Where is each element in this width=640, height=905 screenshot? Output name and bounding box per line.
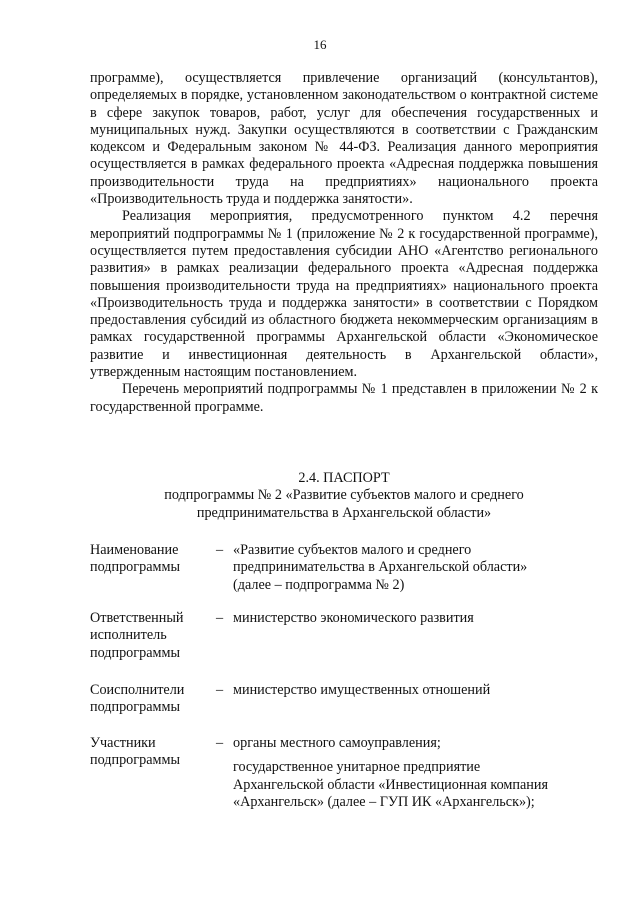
row-value — [233, 735, 598, 811]
row-label-line: Соисполнители — [90, 682, 185, 698]
passport-header — [90, 470, 598, 522]
row-label-line: подпрограммы — [90, 699, 180, 716]
row-dash: – — [216, 542, 224, 558]
row-value — [233, 610, 598, 627]
row-value-line: государственное унитарное предприятие — [233, 759, 481, 776]
row-label-line: Наименование — [90, 542, 179, 558]
row-dash: – — [216, 610, 224, 626]
passport-row-responsible — [90, 610, 598, 665]
row-value — [233, 542, 598, 594]
passport-row-name — [90, 542, 598, 597]
row-value-line: «Развитие субъектов малого и среднего — [233, 542, 472, 558]
row-label-line: подпрограммы — [90, 644, 180, 661]
row-label-line: подпрограммы — [90, 559, 180, 576]
row-label-line: Ответственный — [90, 610, 184, 626]
row-dash: – — [216, 735, 224, 751]
row-label — [90, 735, 208, 770]
row-label-line: подпрограммы — [90, 752, 180, 769]
passport-subtitle-line-1: подпрограммы № 2 «Развитие субъектов малого и среднего — [164, 487, 524, 504]
paragraph-3: Перечень мероприятий подпрограммы № 1 представлен в приложении № 2 к государственной программе. — [90, 381, 598, 415]
passport-row-co-executors — [90, 682, 598, 722]
page-number: 16 — [313, 37, 327, 52]
row-label-line: Участники — [90, 735, 156, 751]
row-label — [90, 610, 208, 662]
row-value-line: Архангельской области «Инвестиционная компания — [233, 776, 548, 793]
body-text — [90, 70, 598, 416]
passport-title: 2.4. ПАСПОРТ — [298, 470, 390, 486]
row-label — [90, 682, 208, 717]
row-value-line: министерство имущественных отношений — [233, 682, 491, 698]
paragraph-1: программе), осуществляется привлечение организаций (консультантов), определяемых в порядке, установленном законодательством о контрактной системе в сфере закупок товаров, работ, услуг для обеспечения государственных и муниципальных нужд. Закупки осуществляются в соответствии с Гражданским кодексом и Федеральным законом № 44-ФЗ. Реализация данного мероприятия осуществляется в рамках федерального проекта «Адресная поддержка повышения производительности труда на предприятиях» национального проекта «Производительность труда и поддержка занятости». — [90, 70, 598, 208]
paragraph-2: Реализация мероприятия, предусмотренного пунктом 4.2 перечня мероприятий подпрограммы № 1 (приложение № 2 к государственной программе), осуществляется путем предоставления субсидии АНО «Агентство регионального развития» в рамках реализации федерального проекта «Адресная поддержка повышения производительности труда на предприятиях» национального проекта «Производительность труда и поддержка занятости» в соответствии с Порядком предоставления субсидий из областного бюджета некоммерческим организациям в рамках государственной программы Архангельской области «Экономическое развитие и инвестиционная деятельность в Архангельской области», утвержденным настоящим постановлением. — [90, 208, 598, 381]
passport-subtitle-line-2: предпринимательства в Архангельской области» — [196, 504, 492, 521]
row-label-line: исполнитель — [90, 627, 167, 644]
row-label — [90, 542, 208, 577]
row-dash: – — [216, 682, 224, 698]
row-value-line: предпринимательства в Архангельской области» — [233, 559, 528, 576]
row-value-line: органы местного самоуправления; — [233, 735, 441, 751]
row-value-line: (далее – подпрограмма № 2) — [233, 576, 405, 593]
row-value-line: «Архангельск» (далее – ГУП ИК «Архангельск»); — [233, 793, 535, 810]
row-value-line: министерство экономического развития — [233, 610, 474, 626]
row-value — [233, 682, 598, 699]
passport-row-participants — [90, 735, 598, 825]
